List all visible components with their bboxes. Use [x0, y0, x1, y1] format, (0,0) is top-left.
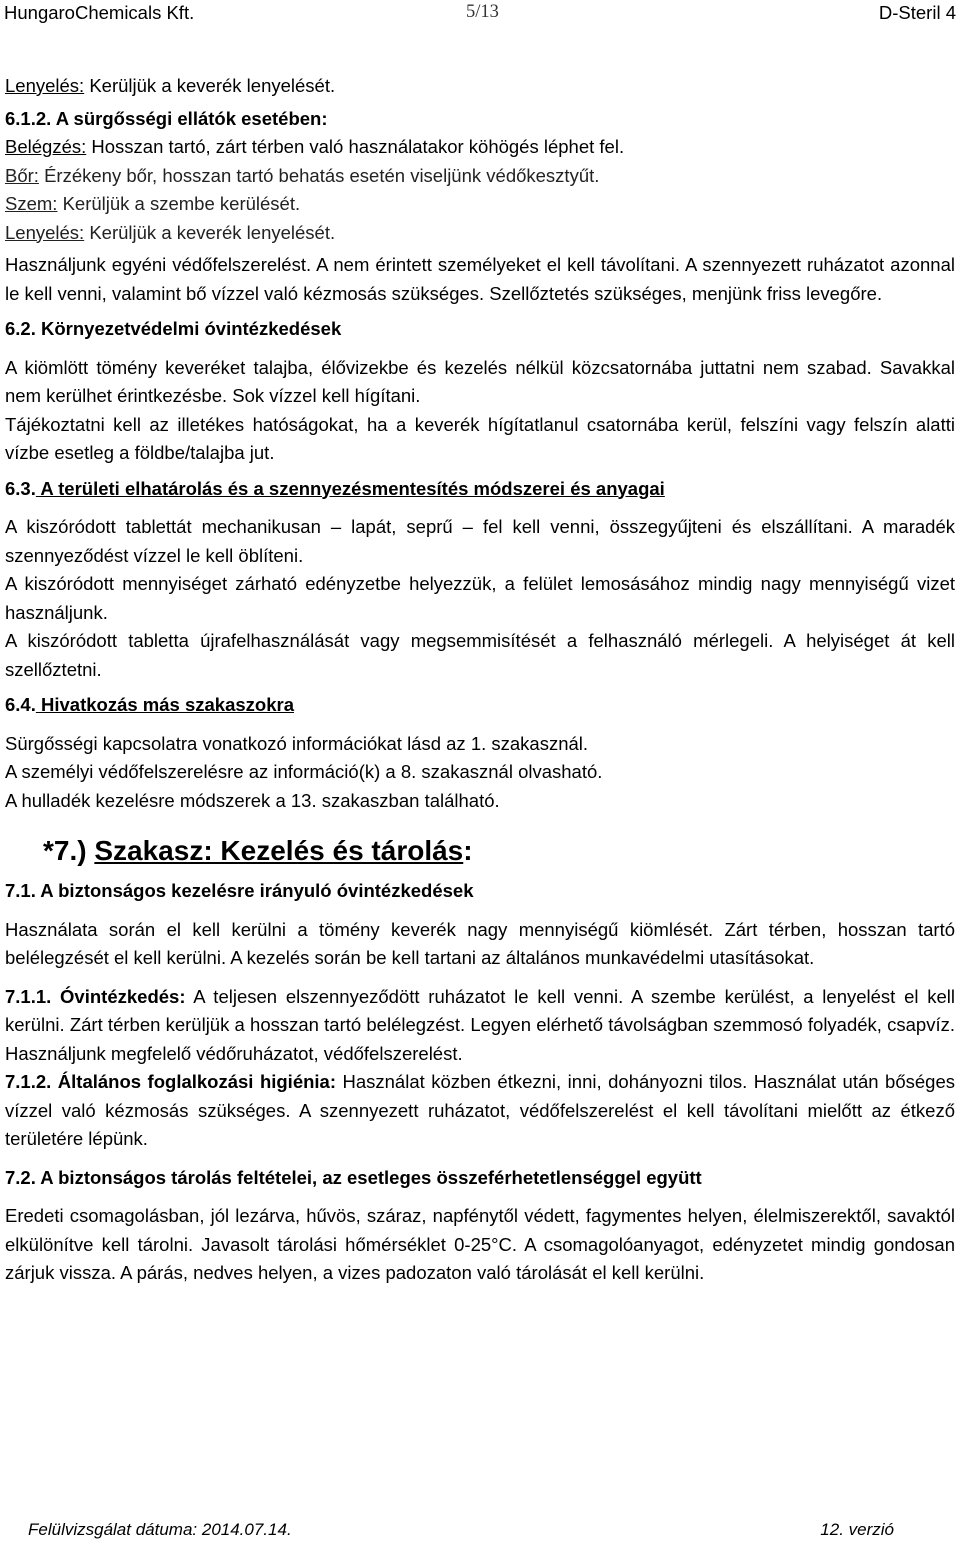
- s611-lenyeles-line: [5, 72, 955, 101]
- s72-paragraph: Eredeti csomagolásban, jól lezárva, hűvös, száraz, napfénytől védett, fagymentes helyen, élelmiszerektől, savaktól elkülönítve kell tárolni. Javasolt tárolási hőmérséklet 0-25°C. A csomagolóanyagot, edényzetet mindig gondosan zárjuk vissza. A párás, nedves helyen, a vizes padozaton való tárolását el kell kerülni.: [5, 1205, 955, 1283]
- s612-paragraph: Használjunk egyéni védőfelszerelést. A nem érintett személyeket el kell távolítani. A szennyezett ruházatot azonnal le kell venni, valamint bő vízzel való kézmosás szükséges. Szellőztetés szükséges, menjünk friss levegőre.: [5, 254, 955, 304]
- s612-szem-label: Szem:: [5, 193, 58, 214]
- s63-paragraph-1: A kiszóródott tablettát mechanikusan – lapát, seprű – fel kell venni, összegyűjteni és elszállítani. A maradék szennyeződést vízzel le kell öblíteni.: [5, 516, 955, 566]
- s64-line-3: A hulladék kezelésre módszerek a 13. szakaszban található.: [5, 789, 500, 811]
- s711-label: 7.1.1. Óvintézkedés:: [5, 985, 186, 1007]
- s63-paragraph-3: A kiszóródott tabletta újrafelhasználását vagy megsemmisítését a felhasználó mérlegeli. A helyiséget át kell szellőztetni.: [5, 630, 955, 680]
- page-header: [4, 2, 956, 26]
- section-7-colon: :: [463, 835, 473, 866]
- s64-heading: [5, 691, 955, 720]
- s612-belegzes-line: [5, 133, 955, 162]
- section-7-heading: [43, 833, 955, 869]
- section-7-title: Szakasz: Kezelés és tárolás: [94, 835, 464, 866]
- s711-text: A teljesen elszennyeződött ruházatot le kell venni. A szembe kerülést, a lenyelést el kell kerülni. Zárt térben kerüljük a hosszan tartó belélegzést. Legyen elérhető távolságban szemmosó folyadék, csapvíz. Használjunk megfelelő védőruházatot, védőfelszerelést.: [5, 985, 955, 1064]
- s612-szem-text: Kerüljük a szembe kerülését.: [57, 193, 301, 214]
- product-name: D-Steril 4: [878, 2, 956, 23]
- s612-bor-line: [5, 162, 955, 191]
- s612-lenyeles-text: Kerüljük a keverék lenyelését.: [84, 221, 336, 243]
- s71-title: 7.1. A biztonságos kezelésre irányuló óvintézkedések: [5, 880, 474, 901]
- s612-lenyeles-line: [5, 219, 955, 248]
- company-name: HungaroChemicals Kft.: [4, 2, 195, 23]
- s63-heading: [5, 475, 955, 504]
- s612-szem-line: [5, 190, 955, 219]
- s63-number: 6.3.: [5, 477, 36, 499]
- s63-paragraph-2: A kiszóródott mennyiséget zárható edényzetbe helyezzük, a felület lemosásához mindig nagy mennyiségű vizet használjunk.: [5, 573, 955, 623]
- s62-title: Környezetvédelmi óvintézkedések: [35, 318, 342, 339]
- s63-title: A területi elhatárolás és a szennyezésmentesítés módszerei és anyagai: [35, 477, 665, 499]
- s711-paragraph: [5, 983, 955, 1069]
- s64-title: Hivatkozás más szakaszokra: [35, 694, 294, 715]
- s62-paragraph-2: Tájékoztatni kell az illetékes hatóságokat, ha a keverék hígítatlanul csatornába kerül, felszíni vagy felszín alatti vízbe esetleg a földbe/talajba jut.: [5, 413, 955, 463]
- s712-text: Használat közben étkezni, inni, dohányozni tilos. Használat után bőséges vízzel való kézmosás szükséges. A szennyezett ruházatot, védőfelszerelést el kell távolítani mielőtt az étkező területére lépünk.: [5, 1071, 955, 1149]
- s62-paragraph-1: A kiömlött tömény keveréket talajba, élővizekbe és kezelés nélkül közcsatornába juttatni nem szabad. Savakkal nem kerülhet érintkezésbe. Sok vízzel kell hígítani.: [5, 356, 955, 406]
- section-7-paren: ): [77, 835, 87, 866]
- s62-number: 6.2.: [5, 318, 36, 339]
- s612-bor-text: Érzékeny bőr, hosszan tartó behatás esetén viseljünk védőkesztyűt.: [38, 164, 600, 186]
- s712-label: 7.1.2. Általános foglalkozási higiénia:: [5, 1071, 336, 1092]
- s62-heading: [5, 315, 955, 344]
- s71-paragraph: Használata során el kell kerülni a tömény keverék nagy mennyiségű kiömlését. Zárt térben, hosszan tartó belélegzését el kell kerülni. A kezelés során be kell tartani az általános munkavédelmi utasításokat.: [5, 918, 955, 968]
- version-label: 12. verzió: [820, 1520, 894, 1539]
- s612-title: 6.1.2. A sürgősségi ellátók esetében:: [5, 107, 328, 129]
- s64-number: 6.4.: [5, 694, 36, 715]
- s611-lenyeles-text: Kerüljük a keverék lenyelését.: [84, 75, 336, 96]
- s712-paragraph: [5, 1068, 955, 1154]
- s64-line-1: Sürgősségi kapcsolatra vonatkozó információkat lásd az 1. szakasznál.: [5, 732, 589, 754]
- review-date: Felülvizsgálat dátuma: 2014.07.14.: [28, 1520, 292, 1539]
- s72-title: 7.2. A biztonságos tárolás feltételei, az esetleges összeférhetetlenséggel együtt: [5, 1166, 702, 1188]
- s612-belegzes-text: Hosszan tartó, zárt térben való használatakor köhögés léphet fel.: [86, 136, 625, 157]
- s612-bor-label: Bőr:: [5, 164, 39, 186]
- page-number: 5/13: [466, 2, 499, 22]
- s612-belegzes-label: Belégzés:: [5, 136, 87, 157]
- section-7-prefix: *7.: [43, 835, 78, 866]
- s64-line-2: A személyi védőfelszerelésre az információ(k) a 8. szakasznál olvasható.: [5, 761, 603, 782]
- s612-lenyeles-label: Lenyelés:: [5, 221, 85, 243]
- document-body: [5, 72, 955, 1288]
- s611-lenyeles-label: Lenyelés:: [5, 75, 85, 96]
